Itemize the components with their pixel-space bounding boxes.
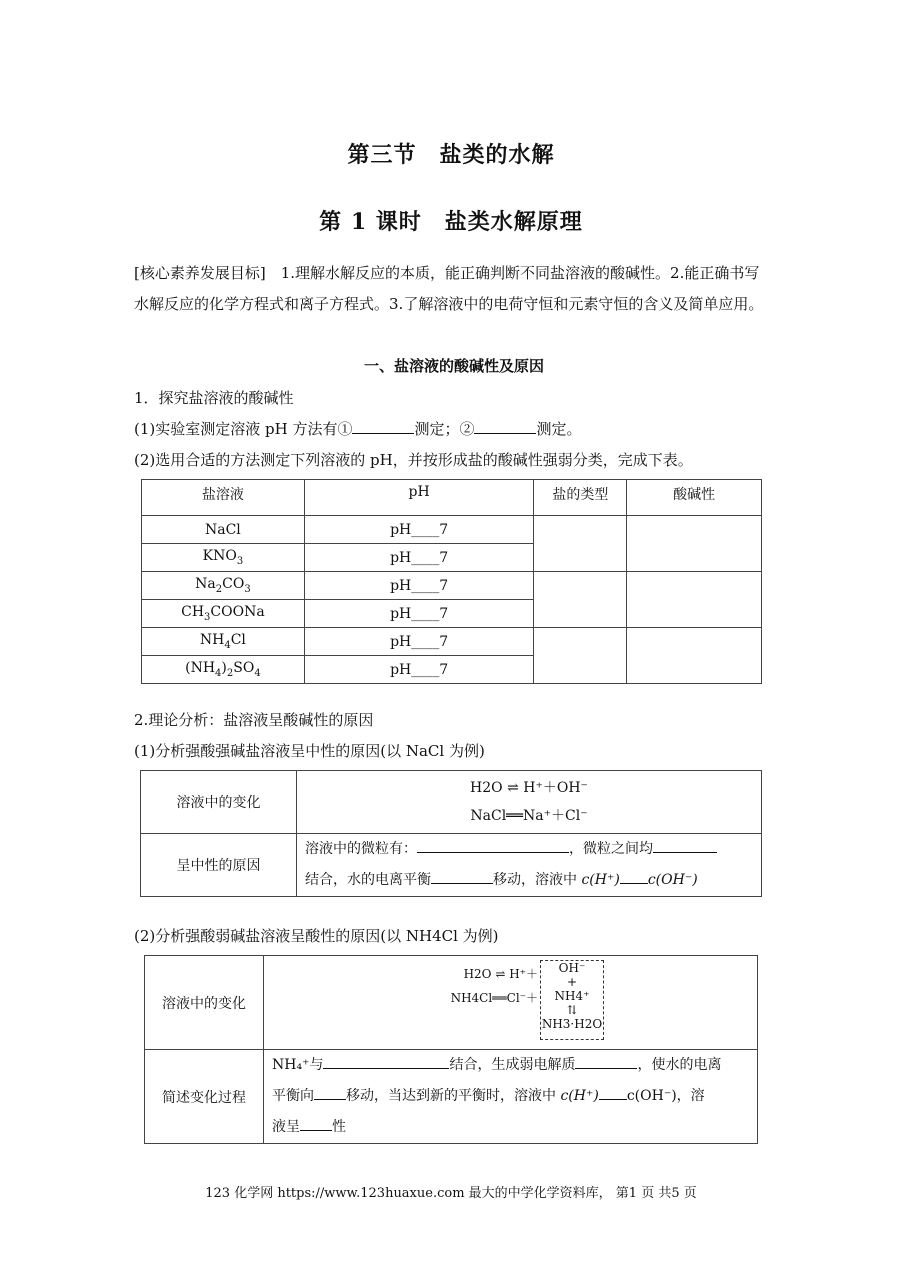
water-ionization-eq: H2O ⇌ H⁺＋OH⁻ bbox=[470, 780, 588, 796]
salt-ph-table bbox=[141, 479, 762, 684]
nacl-analysis-table bbox=[140, 770, 762, 897]
table-header: 盐的类型 bbox=[534, 480, 627, 516]
answer-blank[interactable] bbox=[653, 838, 717, 853]
page-title: 第三节 盐类的水解 bbox=[347, 142, 555, 168]
section-heading: 一、盐溶液的酸碱性及原因 bbox=[363, 357, 544, 375]
hydrolysis-box bbox=[540, 960, 604, 1040]
answer-blank[interactable] bbox=[431, 869, 493, 884]
answer-blank[interactable] bbox=[575, 1054, 637, 1069]
answer-blank[interactable] bbox=[620, 869, 648, 884]
ammonium-ion: NH4⁺ bbox=[554, 989, 590, 1003]
goals-text: 1.理解水解反应的本质，能正确判断不同盐溶液的酸碱性。2.能正确书写水解反应的化学方程式和离子方程式。3.了解溶液中的电荷守恒和元素守恒的含义及简单应用。 bbox=[134, 264, 764, 313]
nh4cl-diagram-cell bbox=[264, 956, 758, 1050]
item-1: 1．探究盐溶液的酸碱性 bbox=[134, 389, 294, 407]
ph-cell[interactable]: pH____7 bbox=[304, 572, 534, 600]
salt-cell: NaCl bbox=[142, 516, 305, 544]
answer-blank[interactable] bbox=[417, 838, 569, 853]
row-label: 呈中性的原因 bbox=[141, 834, 297, 897]
salt-cell: $KNO_3$ bbox=[142, 544, 305, 572]
salt-type-cell[interactable] bbox=[534, 572, 627, 628]
nh4cl-ionization-eq: NH4Cl══Cl⁻＋ bbox=[450, 991, 538, 1005]
answer-blank[interactable] bbox=[314, 1085, 346, 1100]
ammonia-hydrate: NH3·H2O bbox=[541, 1017, 603, 1031]
ph-cell[interactable]: pH____7 bbox=[304, 544, 534, 572]
row-label: 溶液中的变化 bbox=[141, 771, 297, 834]
answer-blank[interactable] bbox=[323, 1054, 449, 1069]
process-description-cell: NH₄⁺与 结合，生成弱电解质 ，使水的电离 平衡向 移动，当达到新的平衡时，溶液中 c(H⁺) c(OH⁻)，溶 液呈 性 bbox=[264, 1050, 758, 1144]
item-1-1: (1)实验室测定溶液 pH 方法有① 测定；② 测定。 bbox=[134, 420, 582, 438]
row-label: 简述变化过程 bbox=[145, 1050, 264, 1144]
equation-lines bbox=[438, 962, 538, 1010]
item-2-2: (2)分析强酸弱碱盐溶液呈酸性的原因(以 NH4Cl 为例) bbox=[134, 927, 499, 945]
answer-blank[interactable] bbox=[352, 419, 414, 434]
answer-blank[interactable] bbox=[474, 419, 536, 434]
ph-cell[interactable]: pH____7 bbox=[304, 516, 534, 544]
salt-cell: $CH_3COONa$ bbox=[142, 600, 305, 628]
goals-label: [核心素养发展目标] bbox=[134, 264, 266, 282]
core-goals bbox=[134, 258, 774, 320]
salt-type-cell[interactable] bbox=[534, 628, 627, 684]
row-label: 溶液中的变化 bbox=[145, 956, 264, 1050]
ph-cell[interactable]: pH____7 bbox=[304, 656, 534, 684]
item-2: 2.理论分析：盐溶液呈酸碱性的原因 bbox=[134, 711, 374, 729]
item-2-1: (1)分析强酸强碱盐溶液呈中性的原因(以 NaCl 为例) bbox=[134, 742, 485, 760]
nacl-equations bbox=[297, 771, 762, 834]
lesson-subtitle: 第 1 课时 盐类水解原理 bbox=[319, 209, 583, 235]
table-header: 酸碱性 bbox=[627, 480, 762, 516]
salt-cell: $Na_2CO_3$ bbox=[142, 572, 305, 600]
neutral-reason-cell: 溶液中的微粒有： ，微粒之间均 结合，水的电离平衡 移动，溶液中 c(H⁺) c(OH⁻) bbox=[297, 834, 762, 897]
page-footer: 123 化学网 https://www.123huaxue.com 最大的中学化学资料库， 第1 页 共5 页 bbox=[205, 1186, 697, 1201]
hydroxide-ion: OH⁻ bbox=[558, 961, 586, 975]
table-header: pH bbox=[304, 480, 534, 516]
acidity-cell[interactable] bbox=[627, 516, 762, 572]
table-header: 盐溶液 bbox=[142, 480, 305, 516]
nacl-ionization-eq: NaCl══Na⁺＋Cl⁻ bbox=[470, 808, 588, 824]
salt-cell: $NH_4Cl$ bbox=[142, 628, 305, 656]
plus-sign: + bbox=[566, 975, 578, 989]
answer-blank[interactable] bbox=[599, 1085, 627, 1100]
water-ionization-eq: H2O ⇌ H⁺＋ bbox=[463, 967, 538, 981]
acidity-cell[interactable] bbox=[627, 572, 762, 628]
acidity-cell[interactable] bbox=[627, 628, 762, 684]
answer-blank[interactable] bbox=[300, 1116, 332, 1131]
item-1-2: (2)选用合适的方法测定下列溶液的 pH，并按形成盐的酸碱性强弱分类，完成下表。 bbox=[134, 451, 693, 469]
nh4cl-analysis-table bbox=[144, 955, 758, 1144]
ph-cell[interactable]: pH____7 bbox=[304, 628, 534, 656]
ph-cell[interactable]: pH____7 bbox=[304, 600, 534, 628]
salt-cell: $(NH_4)_2SO_4$ bbox=[142, 656, 305, 684]
salt-type-cell[interactable] bbox=[534, 516, 627, 572]
equilibrium-arrow-icon: ⇅ bbox=[566, 1003, 578, 1017]
